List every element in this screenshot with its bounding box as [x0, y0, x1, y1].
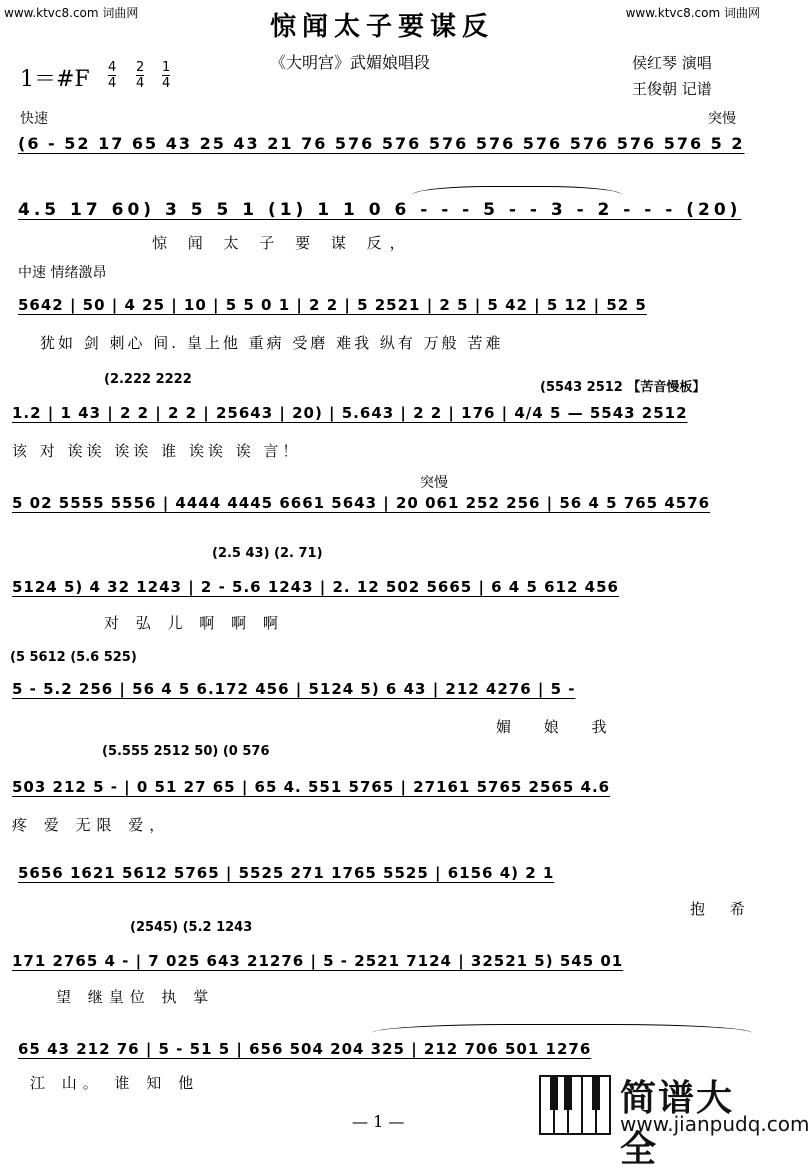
lyrics-line: 江 山。 谁 知 他	[30, 1074, 200, 1092]
meter-bottom: 4	[136, 76, 145, 91]
notation-line: 5642 | 50 | 4 25 | 10 | 5 5 0 1 | 2 2 | 5 2521 | 2 5 | 5 42 | 5 12 | 52 5	[18, 296, 647, 314]
site-watermark-right: www.ktvc8.com 词曲网	[625, 6, 760, 20]
notation-line: 5656 1621 5612 5765 | 5525 271 1765 5525 | 6156 4) 2 1	[18, 864, 555, 882]
song-title: 惊闻太子要谋反	[269, 12, 494, 42]
meter-top: 2	[136, 60, 145, 75]
lyrics-line: 该 对 诶诶 诶诶 谁 诶诶 诶 言！	[12, 442, 302, 460]
lyrics-line: 抱 希	[690, 900, 755, 918]
singer-credit: 侯红琴 演唱	[632, 54, 712, 72]
transcriber-credit: 王俊朝 记谱	[632, 80, 712, 98]
accompaniment-note: (2.5 43) (2. 71)	[212, 546, 323, 561]
logo-url: www.jianpudq.com	[620, 1112, 809, 1136]
tempo-marking: 突慢	[420, 475, 448, 491]
accompaniment-note: (5 5612 (5.6 525)	[10, 650, 137, 665]
lyrics-line: 惊 闻 太 子 要 谋 反，	[152, 234, 413, 252]
time-signature	[136, 60, 144, 91]
lyrics-line: 望 继皇位 执 掌	[56, 988, 215, 1006]
meter-top: 4	[108, 60, 117, 75]
logo-text: 简谱大全	[620, 1078, 735, 1170]
accompaniment-note: (2.222 2222	[104, 372, 192, 387]
song-subtitle: 《大明宫》武媚娘唱段	[270, 53, 431, 72]
tempo-marking: 快速	[20, 111, 48, 127]
notation-line: 4.5 17 60) 3 5 5 1 (1) 1 1 0 6 - - - 5 - - 3 - 2 - - - (20)	[18, 200, 742, 220]
notation-line: 1.2 | 1 43 | 2 2 | 2 2 | 25643 | 20) | 5.643 | 2 2 | 176 | 4/4 5 — 5543 2512	[12, 404, 688, 422]
page-number: — 1 —	[352, 1112, 405, 1131]
meter-bottom: 4	[162, 76, 171, 91]
slur-mark	[412, 186, 622, 195]
tempo-marking: 中速 情绪激昂	[18, 265, 107, 281]
slur-mark	[372, 1024, 752, 1033]
lyrics-line: 媚 娘 我	[496, 718, 621, 736]
site-watermark-left: www.ktvc8.com 词曲网	[4, 6, 139, 20]
tempo-marking: 突慢	[708, 111, 736, 127]
notation-line: 5124 5) 4 32 1243 | 2 - 5.6 1243 | 2. 12 502 5665 | 6 4 5 612 456	[12, 578, 619, 596]
notation-line: 5 - 5.2 256 | 56 4 5 6.172 456 | 5124 5) 6 43 | 212 4276 | 5 -	[12, 680, 576, 698]
meter-top: 1	[162, 60, 171, 75]
time-signature	[162, 60, 170, 91]
lyrics-line: 对 弘 儿 啊 啊 啊	[104, 614, 284, 632]
lyrics-line: 疼 爱 无限 爱，	[12, 816, 171, 834]
notation-line: 171 2765 4 - | 7 025 643 21276 | 5 - 2521 7124 | 32521 5) 545 01	[12, 952, 624, 970]
accompaniment-note: (2545) (5.2 1243	[130, 920, 253, 935]
key-signature: 1＝#F	[20, 67, 90, 92]
lyrics-line: 犹如 剑 刺心 间. 皇上他 重病 受磨 难我 纵有 万般 苦难	[40, 334, 504, 352]
notation-line: (6 - 52 17 65 43 25 43 21 76 576 576 576 576 576 576 576 576 5 2	[18, 134, 745, 153]
time-signature	[108, 60, 116, 91]
notation-line: 503 212 5 - | 0 51 27 65 | 65 4. 551 5765 | 27161 5765 2565 4.6	[12, 778, 611, 796]
notation-line: 5 02 5555 5556 | 4444 4445 6661 5643 | 20 061 252 256 | 56 4 5 765 4576	[12, 494, 711, 512]
meter-bottom: 4	[108, 76, 117, 91]
notation-line: 65 43 212 76 | 5 - 51 5 | 656 504 204 325 | 212 706 501 1276	[18, 1040, 592, 1058]
accompaniment-note: (5.555 2512 50) (0 576	[102, 744, 270, 759]
accompaniment-note: (5543 2512 【苦音慢板】	[540, 380, 706, 395]
